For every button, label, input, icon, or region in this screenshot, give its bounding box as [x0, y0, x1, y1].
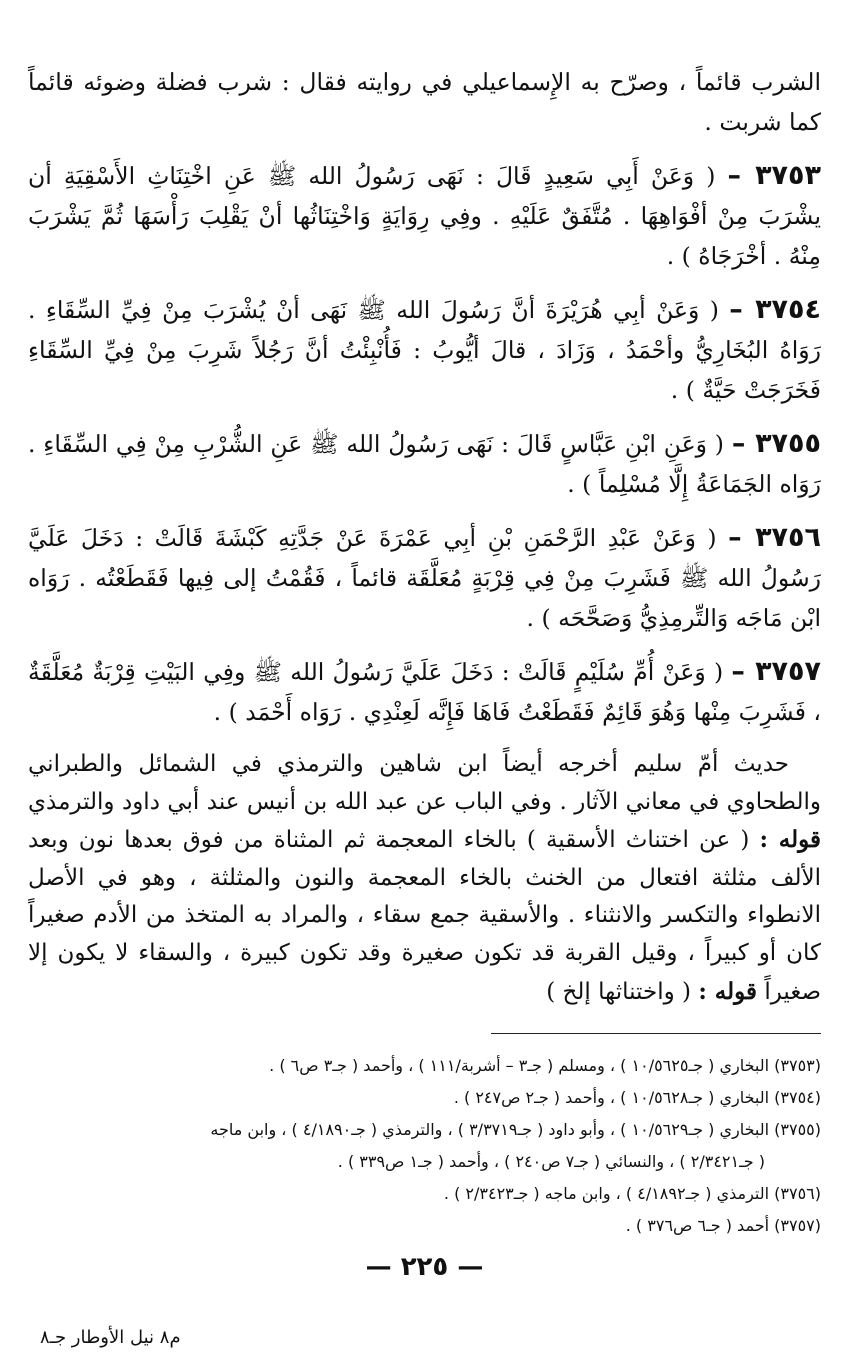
footnote-3756: (٣٧٥٦) الترمذي ( جـ٤/١٨٩٢ ) ، وابن ماجه ( جـ٢/٣٤٢٣ ) .	[443, 1184, 821, 1204]
commentary-paragraph	[28, 746, 821, 1011]
footnote-3755-continued: ( جـ٢/٣٤٢١ ) ، والنسائي ( جـ٧ ص٢٤٠ ) ، وأحمد ( جـ١ ص٣٣٩ ) .	[337, 1152, 765, 1172]
footnote-3753: (٣٧٥٣) البخاري ( جـ١٠/٥٦٢٥ ) ، ومسلم ( جـ٣ – أشربة/١١١ ) ، وأحمد ( جـ٣ ص٦ ) .	[269, 1056, 821, 1076]
footnote-3754: (٣٧٥٤) البخاري ( جـ١٠/٥٦٢٨ ) ، وأحمد ( جـ٢ ص٢٤٧ ) .	[453, 1088, 821, 1108]
footnote-3755: (٣٧٥٥) البخاري ( جـ١٠/٥٦٢٩ ) ، وأبو داود ( جـ٣/٣٧١٩ ) ، والترمذي ( جـ٤/١٨٩٠ ) ، وابن ماجه	[210, 1120, 821, 1140]
signature-mark: م٨ نيل الأوطار جـ٨	[40, 1327, 181, 1348]
hadith-3756	[28, 518, 821, 638]
hadith-text: ( وَعَنْ أَبِي سَعِيدٍ قَالَ : نَهَى رَسُولُ الله ﷺ عَنِ اخْتِنَاثِ الأَسْقِيَةِ أن يشْرَبَ مِنْ أفْوَاهِهَا . مُتَّفَقٌ عَلَيْهِ . وفِي رِوَايَةٍ وَاخْتِنَاثُها أنْ يَقْلِبَ رَأْسَهَا ثُمَّ يَشْرَبَ مِنْهُ . أخْرَجَاهُ ) .	[28, 162, 821, 270]
commentary-part-2: ( عن اختناث الأسقية ) بالخاء المعجمة ثم المثناة من فوق بعدها نون وبعد الألف مثلثة افتعال من الخنث بالخاء المعجمة والنون والمثلثة ، وهو في الأصل الانطواء والتكسر والانثناء . والأسقية جمع سقاء ، والمراد به المتخذ من الأدم صغيراً كان أو كبيراً ، وقيل القربة قد تكون صغيرة وقد تكون كبيرة ، والسقاء لا يكون إلا صغيراً	[28, 827, 821, 1005]
footnotes	[28, 1050, 821, 1242]
footnote-3757: (٣٧٥٧) أحمد ( جـ٦ ص٣٧٦ ) .	[625, 1216, 821, 1236]
hadith-3755	[28, 424, 821, 504]
hadith-number: ٣٧٥٥ –	[731, 428, 821, 459]
page-number: — ٢٢٥ —	[365, 1252, 484, 1283]
hadith-text: ( وَعَنْ أبِي هُرَيْرَةَ أنَّ رَسُولَ الله ﷺ نَهَى أنْ يُشْرَبَ مِنْ فِيِّ السِّقَاءِ . رَوَاهُ البُخَارِيُّ وأحْمَدُ ، وَزَادَ ، قالَ أيُّوبُ : فَأُنْبِئْتُ أنَّ رَجُلاً شَرِبَ مِنْ فِيِّ السِّقَاءِ فَخَرَجَتْ حَيَّةٌ ) .	[28, 296, 821, 404]
commentary-keyword: قوله :	[698, 977, 758, 1005]
footnote-divider	[491, 1033, 821, 1034]
hadith-number: ٣٧٥٦ –	[728, 522, 821, 553]
intro-paragraph: الشرب قائماً ، وصرّح به الإِسماعيلي في روايته فقال : شرب فضلة وضوئه قائماً كما شربت .	[28, 68, 821, 136]
commentary-part-1: حديث أمّ سليم أخرجه أيضاً ابن شاهين والترمذي في الشمائل والطبراني والطحاوي في معاني الآثار . وفي الباب عن عبد الله بن أنيس عند أبي داود والترمذي	[28, 751, 821, 815]
commentary	[28, 746, 821, 1011]
hadith-number: ٣٧٥٧ –	[731, 656, 821, 687]
hadith-3753	[28, 156, 821, 276]
commentary-keyword: قوله :	[759, 826, 822, 854]
hadith-3757	[28, 652, 821, 732]
hadith-number: ٣٧٥٣ –	[727, 160, 821, 191]
main-text	[28, 62, 821, 732]
commentary-part-3: ( واختناثها إلخ )	[546, 978, 691, 1005]
hadith-3754	[28, 290, 821, 410]
hadith-text: ( وَعَنْ عَبْدِ الرَّحْمَنِ بْنِ أبِي عَمْرَةَ عَنْ جَدَّتِهِ كَبْشَةَ قَالَتْ : دَخَلَ عَلَيَّ رَسُولُ الله ﷺ فَشَرِبَ مِنْ فِي قِرْبَةٍ مُعَلَّقَة قائماً ، فَقُمْتُ إلى فِيها فَقَطَعْتُه . رَوَاه ابْن مَاجَه وَالتِّرمِذِيُّ وَصَحَّحَه ) .	[28, 524, 821, 632]
hadith-number: ٣٧٥٤ –	[729, 294, 821, 325]
hadith-text: ( وَعَنِ ابْنِ عَبَّاسٍ قَالَ : نَهَى رَسُولُ الله ﷺ عَنِ الشُّرْبِ مِنْ فِي السِّقَاءِ . رَوَاه الجَمَاعَةُ إِلَّا مُسْلِماً ) .	[28, 430, 821, 498]
hadith-text: ( وَعَنْ أُمِّ سُلَيْمٍ قَالَتْ : دَخَلَ عَلَيَّ رَسُولُ الله ﷺ وفِي البَيْتِ قِرْبَةٌ مُعَلَّقَةٌ ، فَشَرِبَ مِنْها وَهُوَ قَائِمٌ فَقَطَعْتُ فَاهَا فَإِنَّه لَعِنْدِي . رَوَاه أَحْمَد ) .	[28, 658, 821, 726]
